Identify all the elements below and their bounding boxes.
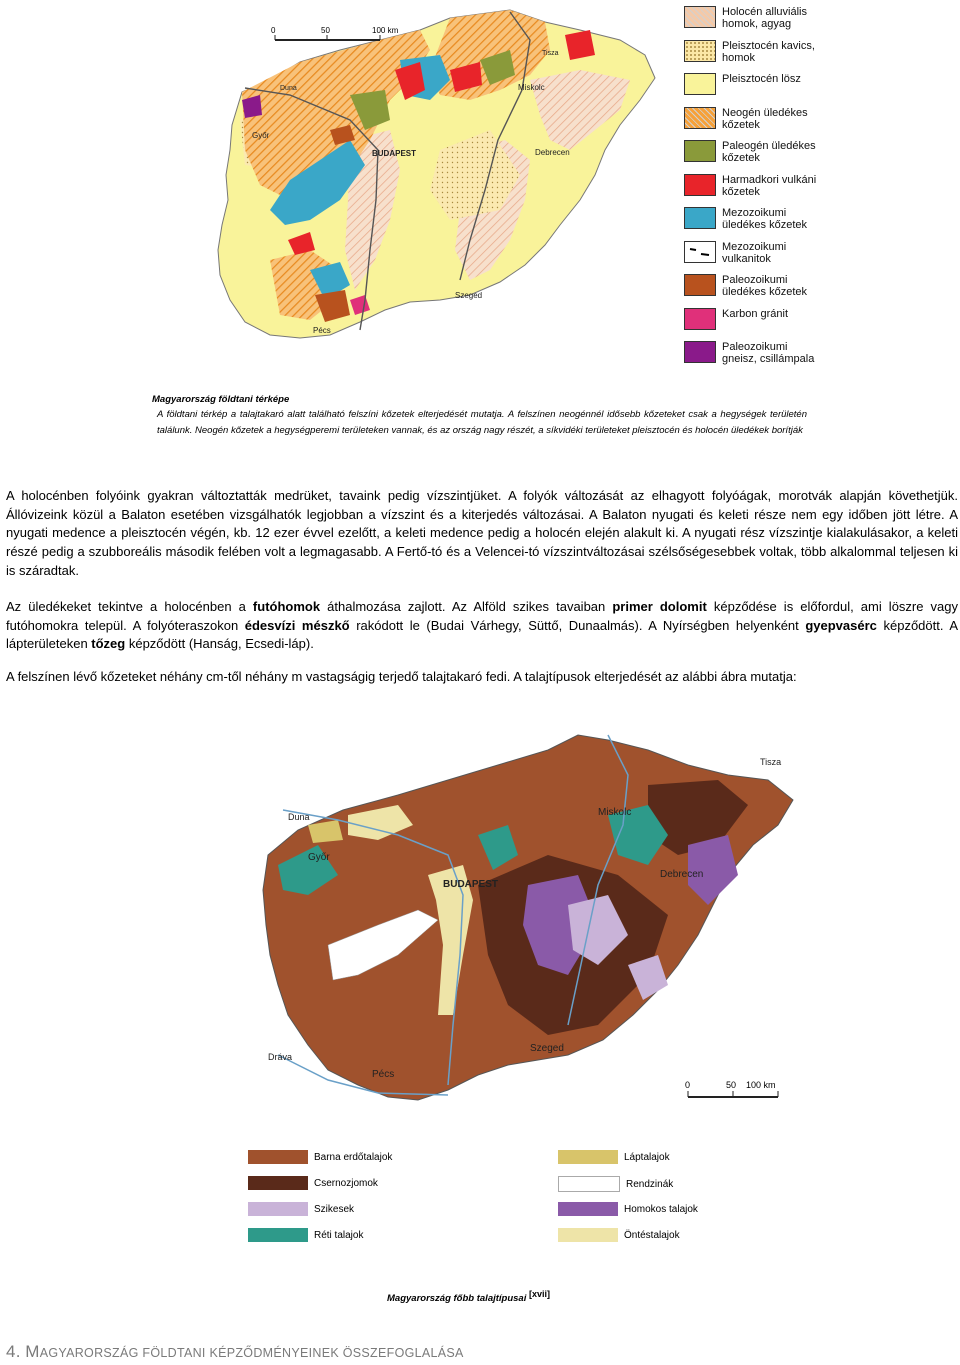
text-span: áthalmozása zajlott. Az Alföld szikes tavaiban [320, 599, 613, 614]
soil-legend-swatch [558, 1202, 618, 1216]
soil-legend-item [558, 1202, 698, 1216]
soil-legend-label: Szikesek [314, 1203, 355, 1215]
legend-item [684, 308, 822, 336]
legend-swatch [684, 40, 716, 62]
legend-swatch [684, 107, 716, 129]
soil-legend-swatch [248, 1176, 308, 1190]
soil-legend-label: Barna erdőtalajok [314, 1151, 393, 1163]
soil-legend-item [248, 1176, 378, 1190]
legend-item [684, 274, 822, 302]
city-label: Győr [308, 852, 330, 863]
text-span: rakódott le (Budai Várhegy, Süttő, Dunaalmás). A Nyírségben helyenként [349, 617, 806, 633]
footnote-ref[interactable]: [xvii] [529, 1289, 551, 1299]
legend-swatch [684, 341, 716, 363]
soil-legend-swatch [558, 1176, 620, 1192]
legend-label: Mezozoikumi vulkanitok [722, 240, 787, 265]
soil-legend-label: Láptalajok [624, 1151, 670, 1163]
soil-legend-swatch [558, 1150, 618, 1164]
soil-legend-item [248, 1150, 392, 1164]
soil-legend-label: Homokos talajok [624, 1203, 698, 1215]
legend-label: Paleogén üledékes kőzetek [722, 140, 816, 164]
soil-legend-item [558, 1228, 680, 1242]
legend-item [684, 73, 822, 101]
river-label: Tisza [542, 50, 559, 57]
legend-swatch [684, 73, 716, 95]
river-label: Tisza [760, 757, 782, 767]
soil-legend-item [558, 1176, 673, 1192]
legend-item [684, 6, 822, 34]
legend-swatch [684, 308, 716, 330]
soil-legend-swatch [248, 1150, 308, 1164]
city-label: Szeged [455, 291, 483, 300]
legend-label: Harmadkori vulkáni kőzetek [722, 173, 817, 198]
text-span: képződése is előfordul, ami löszre vagy futóhomokra települ. A folyóteraszokon [6, 599, 958, 633]
soil-legend-label: Öntéstalajok [624, 1229, 680, 1241]
legend-item [684, 241, 822, 269]
section-number: 4. [6, 1342, 21, 1361]
text-span: Az üledékeket tekintve a holocénben a [6, 599, 253, 614]
legend-swatch [684, 174, 716, 196]
city-label: Pécs [372, 1069, 395, 1080]
legend-swatch [684, 6, 716, 28]
city-label: Miskolc [518, 83, 545, 92]
scale-bar [271, 26, 399, 40]
soil-legend [248, 1150, 748, 1265]
soil-legend-item [248, 1202, 354, 1216]
city-label: Győr [252, 131, 270, 140]
soil-legend-label: Csernozjomok [314, 1177, 378, 1189]
scale-label-50: 50 [321, 26, 330, 35]
scale-label-0: 0 [685, 1080, 691, 1090]
river-label: Duna [288, 812, 310, 822]
legend-item [684, 140, 822, 168]
legend-label: Mezozoikumi üledékes kőzetek [722, 207, 807, 231]
paragraph-holocene-waters: A holocénben folyóink gyakran változtatták medrüket, tavaink pedig vízszintjüket. A folyók változását az elhagyott folyóágak, morotvák alapján követhetjük. Állóvizeink közül a Balaton esetében vizsgálhatók legjobban a vízszint és a kiterjedés változásai. A Balaton nyugati és keleti része nem egy időben jött létre. A nyugati medence a pleisztocén végén, kb. 12 ezer évvel ezelőtt, a keleti medence pedig a holocén elején alakult ki. A nyugati rész vízszintje kialakulásakor, a keleti részé pedig a szubboreális második felében volt a legmagasabb. A Fertő-tó és a Velencei-tó vízszintváltozásai szélsőségesebbek voltak, több alkalommal teljesen ki is száradtak. [6, 488, 958, 578]
legend-item [684, 341, 822, 369]
scale-label-0: 0 [271, 26, 276, 35]
soil-legend-item [248, 1228, 363, 1242]
term-gyepvaserc: gyepvasérc [805, 617, 877, 633]
section-title: AGYARORSZÁG FÖLDTANI KÉPZŐDMÉNYEINEK ÖSSZEFOGLALÁSA [39, 1346, 464, 1360]
city-label: Debrecen [535, 148, 570, 157]
city-label: Pécs [313, 326, 331, 335]
legend-swatch [684, 140, 716, 162]
soil-legend-label: Réti talajok [314, 1229, 364, 1241]
city-label: BUDAPEST [372, 149, 417, 158]
legend-item [684, 174, 822, 202]
soil-legend-swatch [558, 1228, 618, 1242]
soil-legend-swatch [248, 1202, 308, 1216]
soil-map-caption-title: Magyarország főbb talajtípusai [387, 1293, 527, 1305]
soil-map [248, 725, 808, 1125]
legend-label: Holocén alluviális homok, agyag [722, 6, 807, 30]
scale-bar [685, 1080, 778, 1097]
legend-label: Neogén üledékes kőzetek [722, 106, 808, 131]
legend-label: Karbon gránit [722, 307, 789, 320]
legend-item [684, 40, 822, 68]
text-span: képződött (Hanság, Ecsedi-láp). [125, 636, 314, 652]
legend-label: Paleozoikumi üledékes kőzetek [722, 274, 807, 298]
legend-label: Pleisztocén lösz [722, 73, 801, 85]
river-label: Dráva [268, 1052, 293, 1062]
legend-label: Pleisztocén kavics, homok [722, 39, 815, 64]
legend-item [684, 207, 822, 235]
paragraph-soil-intro: A felszínen lévő kőzeteket néhány cm-től néhány m vastagságig terjedő talajtakaró fedi. A talajtípusok elterjedését az alábbi ábra mutatja: [6, 669, 797, 684]
soil-legend-swatch [248, 1228, 308, 1242]
legend-swatch [684, 274, 716, 296]
map-caption-text: A földtani térkép a talajtakaró alatt található felszíni kőzetek elterjedését mutatja. A felszínen neogénnél idősebb kőzeteket csak a hegységek területén találunk. Neogén kőzetek a hegységperemi területeken vannak, és az ország nagy részét, a síkvidéki területeket pleisztocén és holocén üledékek borítják [157, 409, 807, 436]
term-primer-dolomit: primer dolomit [612, 599, 707, 614]
legend-swatch [684, 207, 716, 229]
river-label: Duna [280, 85, 297, 92]
geological-map [150, 0, 670, 370]
scale-label-100: 100 km [372, 26, 399, 35]
text-span: képződött. A lápterületeken [6, 617, 958, 652]
term-edesvizi-meszko: édesvízi mészkő [244, 617, 350, 633]
legend-item [684, 107, 822, 135]
term-tozeg: tőzeg [91, 636, 126, 652]
term-futohomok: futóhomok [252, 599, 321, 614]
legend-swatch [684, 241, 716, 263]
city-label: Miskolc [598, 807, 632, 818]
section-heading [6, 1342, 464, 1362]
section-title-initial: M [25, 1342, 40, 1361]
soil-map-caption [387, 1289, 550, 1304]
soil-legend-label: Rendzinák [626, 1178, 674, 1190]
city-label: Szeged [530, 1043, 564, 1054]
scale-label-100: 100 km [746, 1080, 776, 1090]
paragraph-sediments [6, 598, 958, 654]
city-label: Debrecen [660, 869, 704, 880]
scale-label-50: 50 [726, 1080, 737, 1090]
map-caption-title: Magyarország földtani térképe [152, 394, 290, 405]
soil-legend-item [558, 1150, 670, 1164]
city-label: BUDAPEST [443, 879, 499, 890]
legend-label: Paleozoikumi gneisz, csillámpala [722, 341, 815, 365]
